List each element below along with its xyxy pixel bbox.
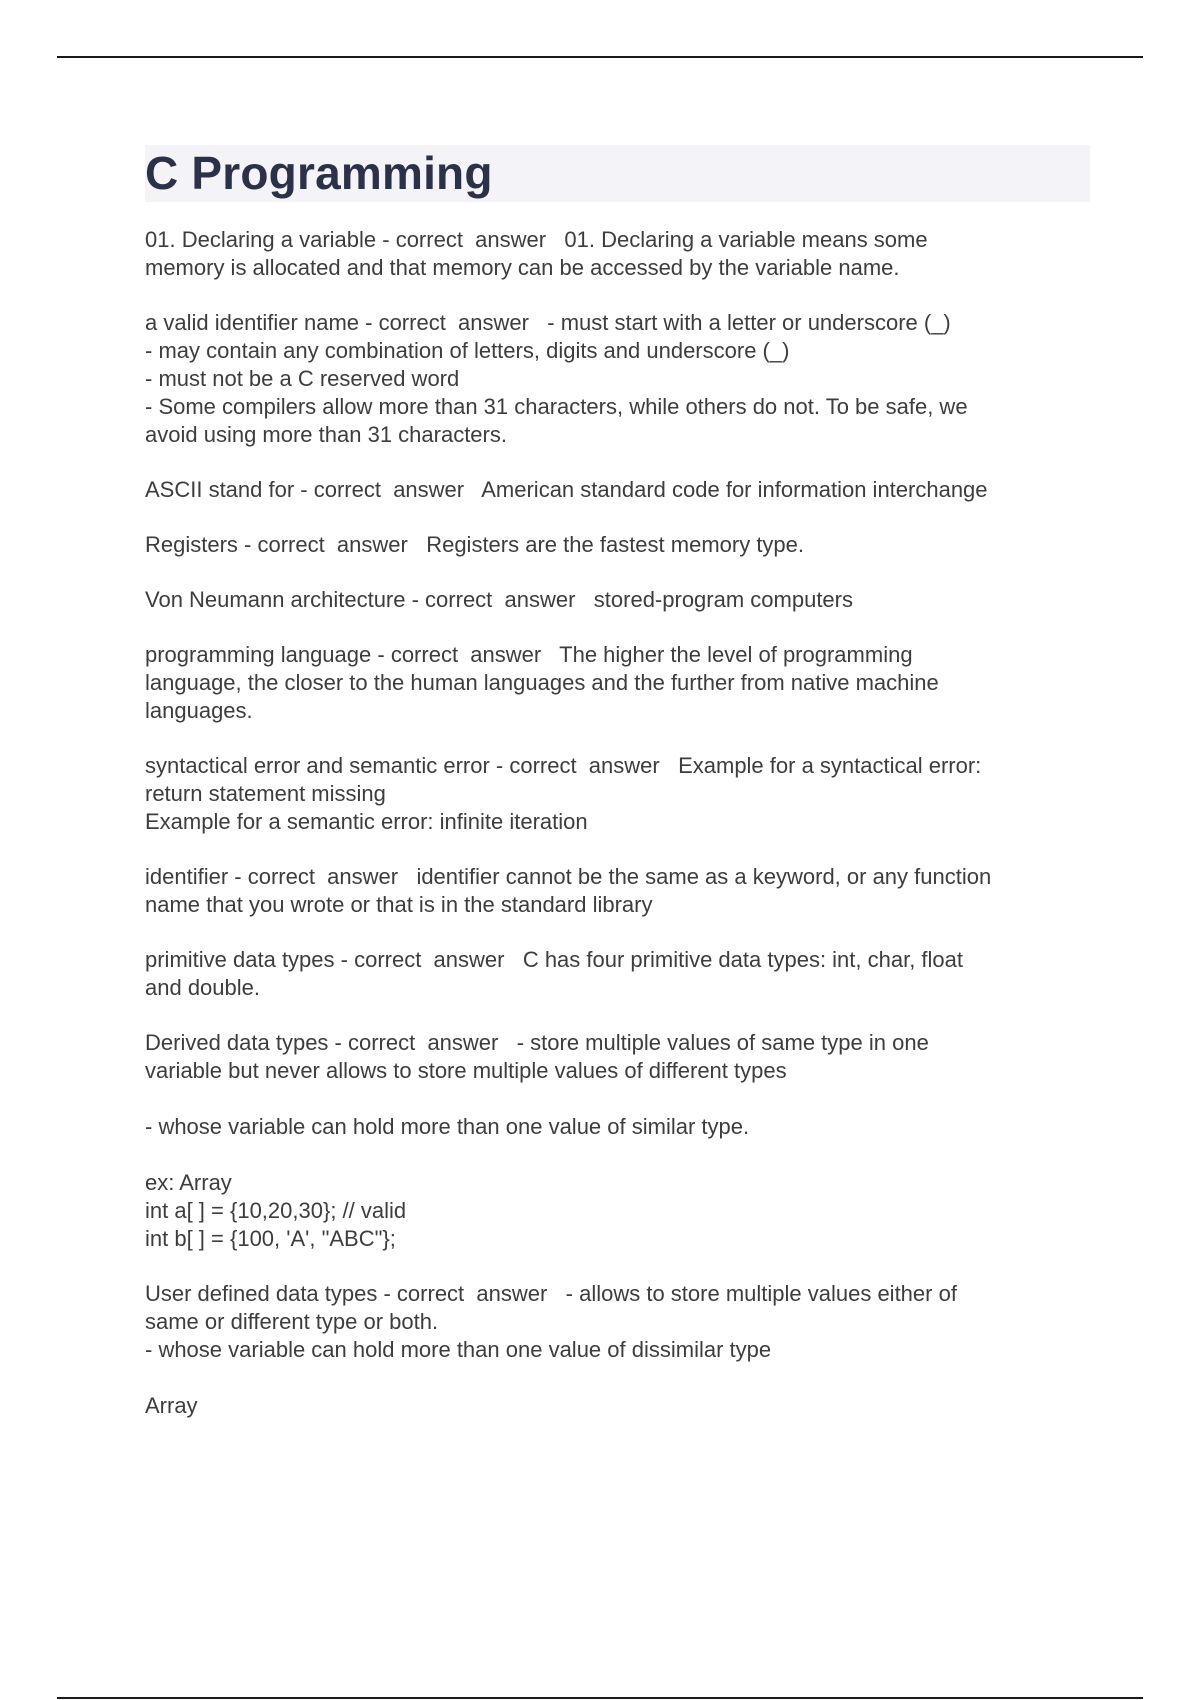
top-rule (57, 56, 1143, 58)
qa-entry (145, 752, 1090, 836)
qa-separator: - correct answer (294, 477, 482, 502)
document-title: C Programming (145, 147, 493, 199)
qa-separator: - correct answer (376, 227, 565, 252)
qa-separator: - correct answer (489, 753, 679, 778)
qa-entry (145, 946, 1090, 1002)
qa-answer: American standard code for information interchange (481, 477, 988, 502)
qa-term: Von Neumann architecture (145, 587, 406, 612)
qa-term: Derived data types (145, 1030, 329, 1055)
qa-separator: - correct answer (237, 532, 427, 557)
qa-answer: stored-program computers (593, 587, 853, 612)
qa-entry (145, 1029, 1090, 1253)
qa-entry (145, 1280, 1090, 1420)
title-band (145, 145, 1090, 202)
qa-answer: - store multiple values of same type in one variable but never allows to store multiple values of different types - whose variable can hold more than one value of similar type. ex: Array int a[ ] = {10,20,30}; // valid int b[ ] = {100, 'A', "ABC"}; (145, 1030, 929, 1251)
qa-term: programming language (145, 642, 372, 667)
qa-term: Registers (145, 532, 238, 557)
qa-term: a valid identifier name (145, 310, 360, 335)
qa-entry (145, 226, 1090, 282)
qa-separator: - correct answer (405, 587, 594, 612)
qa-separator: - correct answer (371, 642, 560, 667)
qa-entry (145, 309, 1090, 449)
qa-separator: - correct answer (377, 1281, 566, 1306)
qa-term: ASCII stand for (145, 477, 295, 502)
qa-entry (145, 641, 1090, 725)
qa-term: User defined data types (145, 1281, 378, 1306)
qa-answer: The higher the level of programming language, the closer to the human languages and the further from native machine languages. (145, 642, 939, 723)
qa-answer: C has four primitive data types: int, char, float and double. (145, 947, 964, 1000)
qa-term: syntactical error and semantic error (145, 753, 490, 778)
qa-list (145, 226, 1090, 1420)
qa-separator: - correct answer (359, 310, 548, 335)
qa-answer: Registers are the fastest memory type. (426, 532, 805, 557)
qa-answer: - allows to store multiple values either of same or different type or both. - whose variable can hold more than one value of dissimilar type Array (145, 1281, 957, 1418)
qa-entry (145, 531, 1090, 559)
qa-separator: - correct answer (228, 864, 417, 889)
bottom-rule (57, 1697, 1143, 1699)
qa-answer: Example for a syntactical error: return statement missing Example for a semantic error: infinite iteration (145, 753, 982, 834)
document-body (145, 145, 1090, 1447)
qa-entry (145, 586, 1090, 614)
qa-term: 01. Declaring a variable (145, 227, 377, 252)
qa-entry (145, 476, 1090, 504)
qa-answer: identifier cannot be the same as a keyword, or any function name that you wrote or that is in the standard library (145, 864, 992, 917)
qa-term: identifier (145, 864, 229, 889)
qa-separator: - correct answer (328, 1030, 517, 1055)
qa-answer: - must start with a letter or underscore (_) - may contain any combination of letters, digits and underscore (_) - must not be a C reserved word - Some compilers allow more than 31 characters, while others do not. To be safe, we avoid using more than 31 characters. (145, 310, 968, 447)
qa-separator: - correct answer (334, 947, 523, 972)
qa-term: primitive data types (145, 947, 335, 972)
qa-entry (145, 863, 1090, 919)
qa-answer: 01. Declaring a variable means some memory is allocated and that memory can be accessed by the variable name. (145, 227, 928, 280)
